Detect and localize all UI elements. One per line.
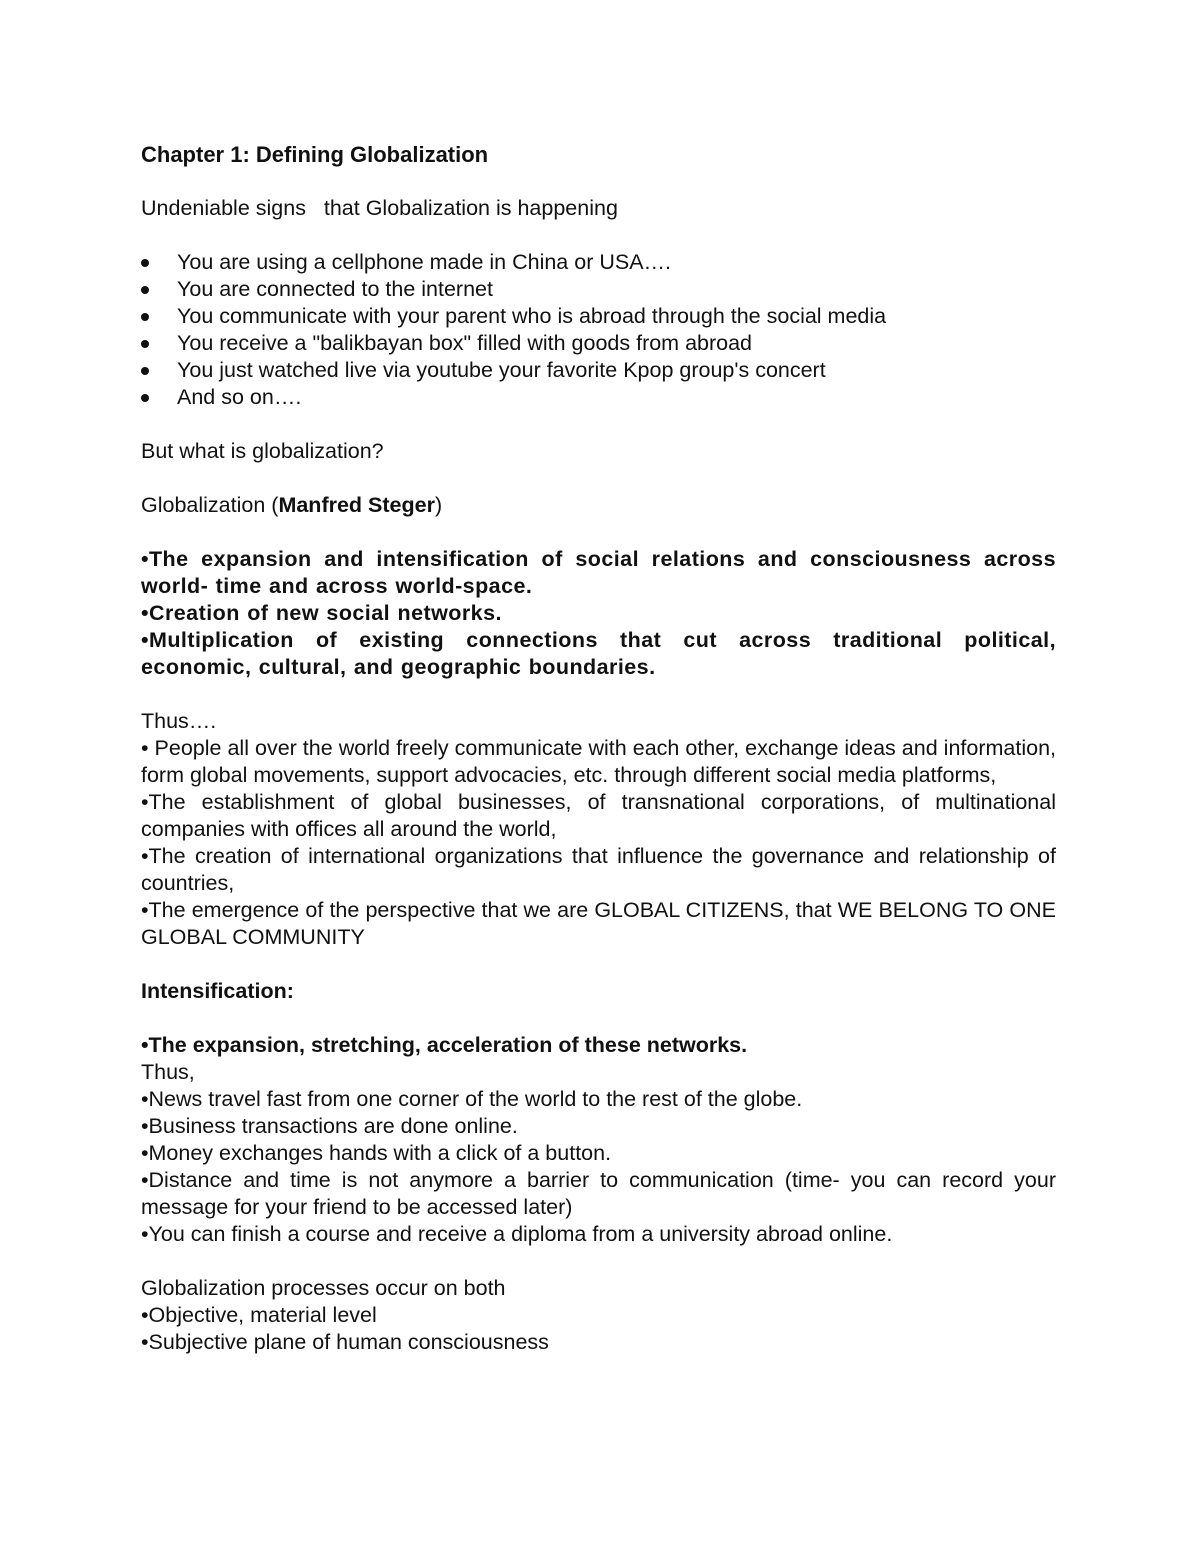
intensification-item: •Distance and time is not anymore a barrier to communication (time- you can record your message for your friend to be accessed later) xyxy=(141,1168,1056,1219)
bullet-icon xyxy=(141,340,149,348)
thus-point: •The emergence of the perspective that we are GLOBAL CITIZENS, that WE BELONG TO ONE GLOBAL COMMUNITY xyxy=(141,898,1056,949)
bullet-icon xyxy=(141,259,149,267)
intensification-point: •The expansion, stretching, acceleration of these networks. xyxy=(141,1033,748,1057)
signs-list xyxy=(141,249,1056,411)
list-item: You just watched live via youtube your favorite Kpop group's concert xyxy=(141,357,1056,384)
definition-point: •Creation of new social networks. xyxy=(141,601,502,625)
processes-level: •Subjective plane of human consciousness xyxy=(141,1330,549,1354)
chapter-title: Chapter 1: Defining Globalization xyxy=(141,142,489,167)
thus-point: • People all over the world freely communicate with each other, exchange ideas and information, form global movements, support advocacies, etc. through different social media platforms, xyxy=(141,736,1056,787)
intensification-item: •Money exchanges hands with a click of a button. xyxy=(141,1141,612,1165)
definition-heading: Globalization (Manfred Steger) xyxy=(141,493,443,517)
list-item: You are connected to the internet xyxy=(141,276,1056,303)
author-name: Manfred Steger xyxy=(278,493,435,517)
list-item: You communicate with your parent who is abroad through the social media xyxy=(141,303,1056,330)
processes-intro: Globalization processes occur on both xyxy=(141,1276,506,1300)
document-page xyxy=(141,141,1056,1356)
definition-point: •Multiplication of existing connections that cut across traditional political, economic, cultural, and geographic boundaries. xyxy=(141,628,1056,679)
thus-point: •The establishment of global businesses, of transnational corporations, of multinational companies with offices all around the world, xyxy=(141,790,1056,841)
question: But what is globalization? xyxy=(141,439,384,463)
bullet-icon xyxy=(141,286,149,294)
bullet-icon xyxy=(141,313,149,321)
intensification-thus-label: Thus, xyxy=(141,1060,195,1084)
intensification-item: •News travel fast from one corner of the world to the rest of the globe. xyxy=(141,1087,803,1111)
list-item: And so on…. xyxy=(141,384,1056,411)
definition-points xyxy=(141,546,1056,681)
thus-point: •The creation of international organizations that influence the governance and relationship of countries, xyxy=(141,844,1056,895)
definition-point: •The expansion and intensification of social relations and consciousness across world- time and across world-space. xyxy=(141,547,1056,598)
intensification-heading: Intensification: xyxy=(141,979,294,1003)
processes-level: •Objective, material level xyxy=(141,1303,377,1327)
intensification-item: •Business transactions are done online. xyxy=(141,1114,518,1138)
signs-intro: Undeniable signs that Globalization is happening xyxy=(141,196,618,220)
list-item: You are using a cellphone made in China or USA…. xyxy=(141,249,1056,276)
intensification-item: •You can finish a course and receive a diploma from a university abroad online. xyxy=(141,1222,893,1246)
bullet-icon xyxy=(141,367,149,375)
bullet-icon xyxy=(141,394,149,402)
thus-label: Thus…. xyxy=(141,709,217,733)
list-item: You receive a "balikbayan box" filled with goods from abroad xyxy=(141,330,1056,357)
thus-points xyxy=(141,735,1056,951)
intensification-points xyxy=(141,1086,1056,1248)
